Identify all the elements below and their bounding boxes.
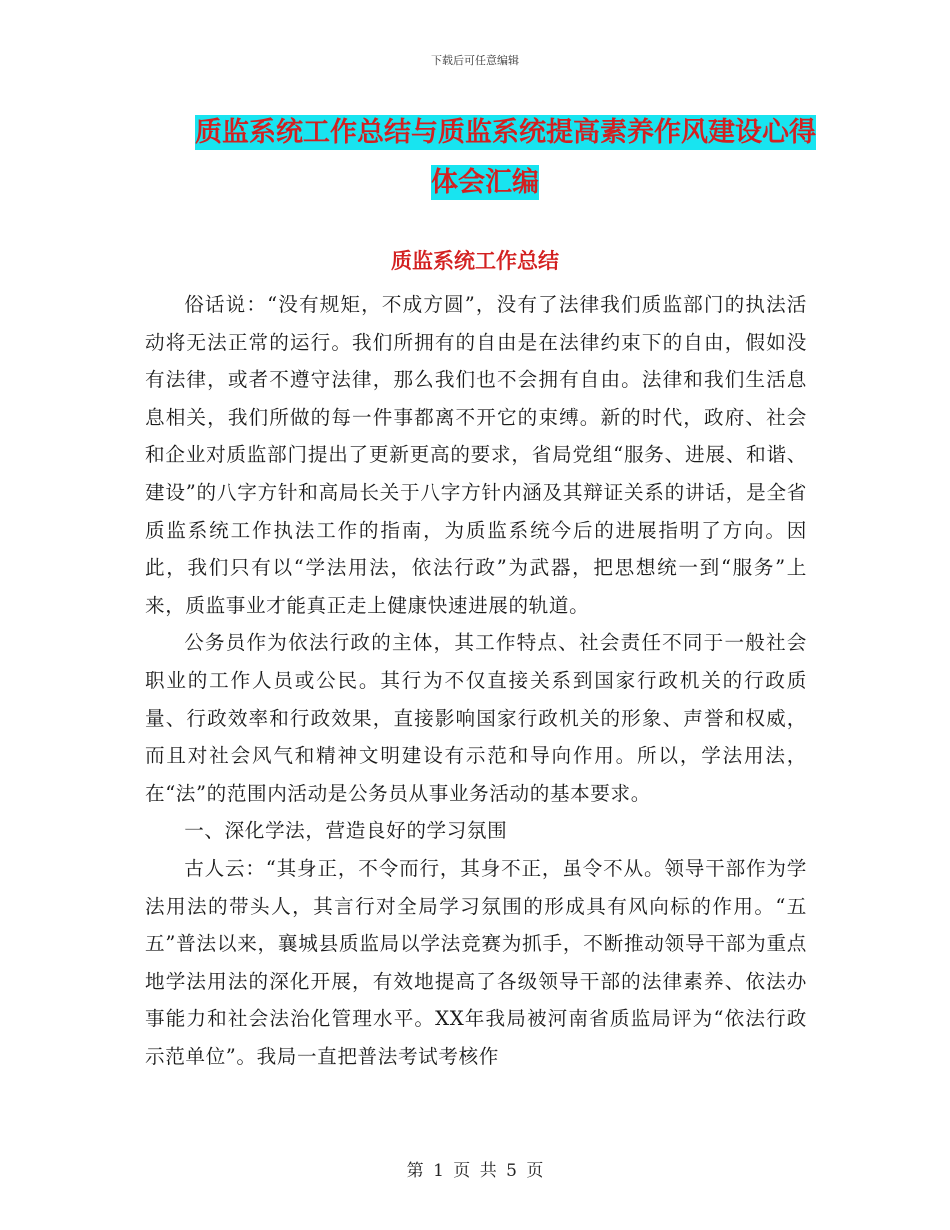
document-title [195, 108, 815, 208]
header-note: 下载后可任意编辑 [431, 54, 519, 67]
title-line-2-text: 体会汇编 [431, 167, 539, 198]
paragraph-3: 古人云：“其身正，不令而行，其身不正，虽令不从。领导干部作为学法用法的带头人，其言行对全局学习氛围的形成具有风向标的作用。“五五”普法以来，襄城县质监局以学法竞赛为抓手，不断推动领导干部为重点地学法用法的深化开展，有效地提高了各级领导干部的法律素养、依法办事能力和社会法治化管理水平。XX年我局被河南省质监局评为“依法行政示范单位”。我局一直把普法考试考核作 [145, 856, 807, 1068]
paragraph-2: 公务员作为依法行政的主体，其工作特点、社会责任不同于一般社会职业的工作人员或公民。其行为不仅直接关系到国家行政机关的行政质量、行政效率和行政效果，直接影响国家行政机关的形象、声誉和权威，而且对社会风气和精神文明建设有示范和导向作用。所以，学法用法，在“法”的范围内活动是公务员从事业务活动的基本要求。 [145, 631, 807, 805]
title-line-1 [195, 108, 815, 158]
body-text [145, 286, 807, 1075]
paragraph-1: 俗话说：“没有规矩，不成方圆”，没有了法律我们质监部门的执法活动将无法正常的运行。我们所拥有的自由是在法律约束下的自由，假如没有法律，或者不遵守法律，那么我们也不会拥有自由。法律和我们生活息息相关，我们所做的每一件事都离不开它的束缚。新的时代，政府、社会和企业对质监部门提出了更新更高的要求，省局党组“服务、进展、和谐、建设”的八字方针和高局长关于八字方针内涵及其辩证关系的讲话，是全省质监系统工作执法工作的指南，为质监系统今后的进展指明了方向。因此，我们只有以“学法用法，依法行政”为武器，把思想统一到“服务”上来，质监事业才能真正走上健康快速进展的轨道。 [145, 293, 807, 617]
title-line-1-text: 质监系统工作总结与质监系统提高素养作风建设心得 [195, 117, 816, 148]
subheading: 一、深化学法，营造良好的学习氛围 [184, 819, 508, 843]
title-line-2 [155, 158, 815, 208]
page-footer: 第 1 页 共 5 页 [406, 1161, 544, 1181]
section-title: 质监系统工作总结 [391, 249, 559, 273]
